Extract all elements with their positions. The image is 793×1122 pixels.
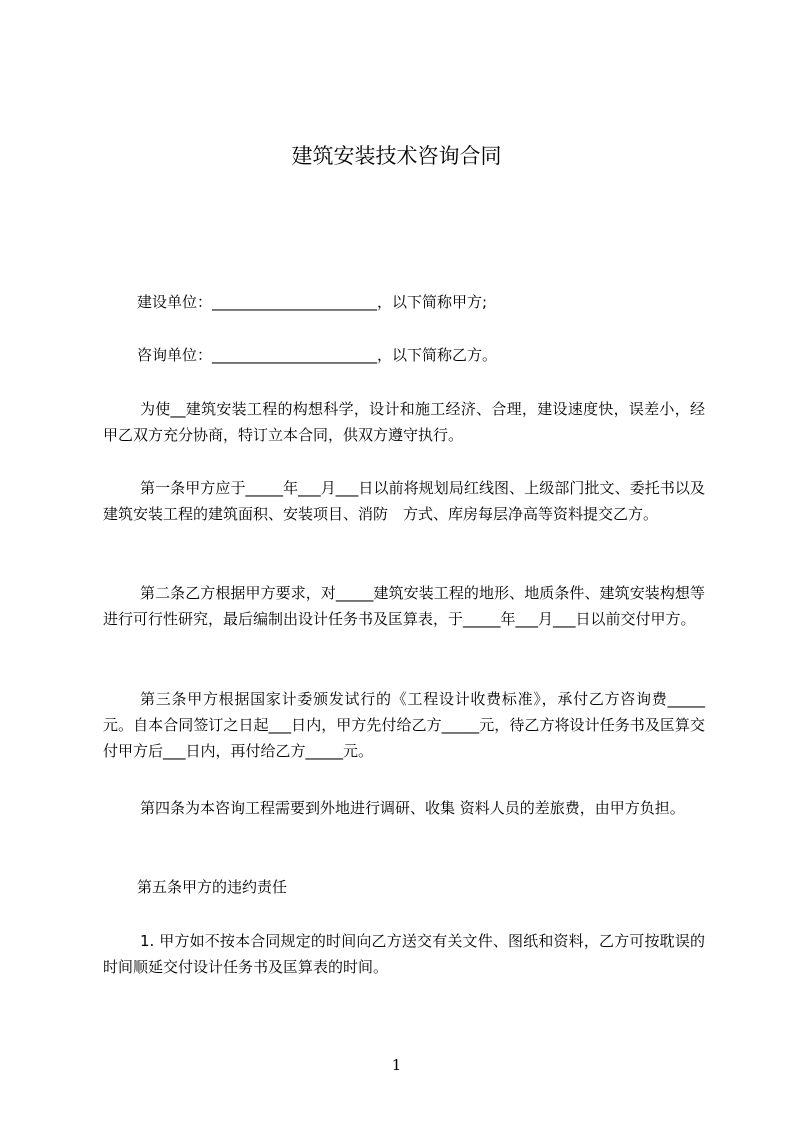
party-a-line: 建设单位：______________________，以下简称甲方;	[137, 293, 488, 311]
article-5-clause-1: 1. 甲方如不按本合同规定的时间向乙方送交有关文件、图纸和资料，乙方可按耽误的时间顺延交付设计任务书及匡算表的时间。	[103, 932, 705, 976]
page-number: 1	[391, 1056, 402, 1074]
article-2-paragraph: 第二条乙方根据甲方要求，对_____建筑安装工程的地形、地质条件、建筑安装构想等进行可行性研究，最后编制出设计任务书及匡算表，于_____年___月___日以前交付甲方。	[103, 584, 705, 628]
preamble-paragraph: 为使__建筑安装工程的构想科学，设计和施工经济、合理，建设速度快，误差小，经甲乙双方充分协商，特订立本合同，供双方遵守执行。	[103, 400, 705, 444]
party-b-line: 咨询单位：______________________，以下简称乙方。	[137, 346, 498, 364]
article-5-heading: 第五条甲方的违约责任	[137, 878, 288, 896]
document-title: 建筑安装技术咨询合同	[291, 144, 502, 168]
article-3-paragraph: 第三条甲方根据国家计委颁发试行的《工程设计收费标准》，承付乙方咨询费_____元。自本合同签订之日起___日内，甲方先付给乙方_____元，待乙方将设计任务书及匡算交付甲方后___日内，再付给乙方_____元。	[103, 690, 705, 760]
article-1-paragraph: 第一条甲方应于_____年___月___日以前将规划局红线图、上级部门批文、委托书以及建筑安装工程的建筑面积、安装项目、消防 方式、库房每层净高等资料提交乙方。	[103, 479, 705, 523]
article-4-paragraph: 第四条为本咨询工程需要到外地进行调研、收集 资料人员的差旅费，由甲方负担。	[140, 799, 685, 817]
